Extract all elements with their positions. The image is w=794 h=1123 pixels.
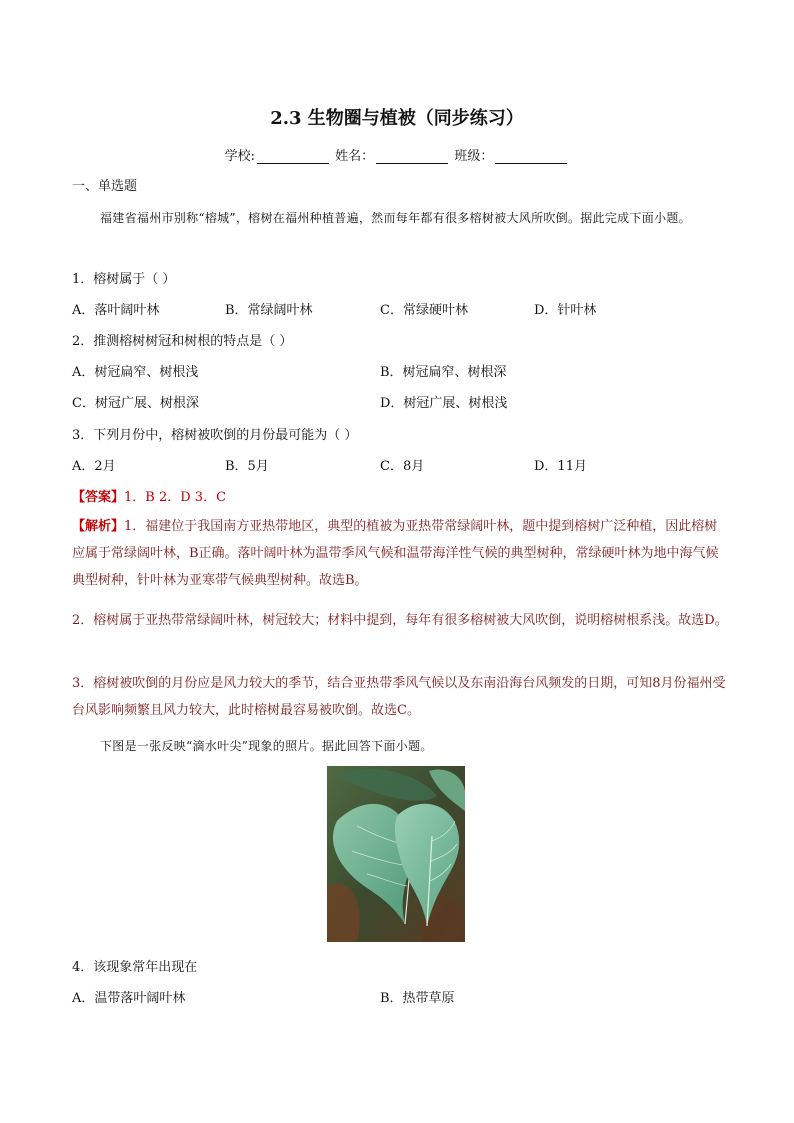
page-title: 2.3 生物圈与植被（同步练习） xyxy=(270,108,524,129)
question-2-option-a: A．树冠扁窄、树根浅 xyxy=(72,365,199,380)
drip-tip-leaf-photo xyxy=(327,766,465,942)
intro-passage-2: 下图是一张反映“滴水叶尖”现象的照片。据此回答下面小题。 xyxy=(100,739,433,753)
question-1-option-b: B．常绿阔叶林 xyxy=(225,303,313,318)
question-3-option-b: B．5月 xyxy=(225,459,269,474)
question-3-option-d: D．11月 xyxy=(534,459,587,474)
question-1-stem: 1．榕树属于（ ） xyxy=(72,272,176,287)
class-blank[interactable] xyxy=(495,149,567,164)
student-info-line xyxy=(0,145,794,164)
school-blank[interactable] xyxy=(257,149,329,164)
analysis-paragraph-2: 2．榕树属于亚热带常绿阔叶林，树冠较大；材料中提到，每年有很多榕树被大风吹倒，说明榕树根系浅。故选D。 xyxy=(72,613,728,628)
analysis-paragraph-1 xyxy=(72,513,728,594)
analysis-paragraph-3: 3．榕树被吹倒的月份应是风力较大的季节，结合亚热带季风气候以及东南沿海台风频发的日期，可知8月份福州受台风影响频繁且风力较大，此时榕树最容易被吹倒。故选C。 xyxy=(72,676,726,718)
question-2-option-b: B．树冠扁窄、树根深 xyxy=(380,365,507,380)
question-4-stem: 4．该现象常年出现在 xyxy=(72,960,198,975)
name-blank[interactable] xyxy=(376,149,448,164)
question-3-stem: 3．下列月份中，榕树被吹倒的月份最可能为（ ） xyxy=(72,428,358,443)
question-3-option-a: A．2月 xyxy=(72,459,116,474)
class-label: 班级： xyxy=(454,149,494,164)
analysis-text-1: 1．福建位于我国南方亚热带地区，典型的植被为亚热带常绿阔叶林，题中提到榕树广泛种植，因此榕树应属于常绿阔叶林，B正确。落叶阔叶林为温带季风气候和温带海洋性气候的典型树种，常绿硬叶林为地中海气候典型树种，针叶林为亚寒带气候典型树种。故选B。 xyxy=(72,519,719,588)
question-1-option-a: A．落叶阔叶林 xyxy=(72,303,160,318)
answer-label: 【答案】 xyxy=(72,490,125,505)
question-4-option-b: B．热带草原 xyxy=(380,991,455,1006)
analysis-label: 【解析】 xyxy=(72,519,125,534)
question-1-option-d: D．针叶林 xyxy=(534,303,597,318)
intro-passage-1: 福建省福州市别称“榕城”，榕树在福州种植普遍，然而每年都有很多榕树被大风所吹倒。据此完成下面小题。 xyxy=(100,211,691,225)
question-1-option-c: C．常绿硬叶林 xyxy=(380,303,468,318)
question-2-option-c: C．树冠广展、树根深 xyxy=(72,396,199,411)
name-label: 姓名： xyxy=(335,149,375,164)
question-2-stem: 2．推测榕树树冠和树根的特点是（ ） xyxy=(72,334,293,349)
question-4-option-a: A．温带落叶阔叶林 xyxy=(72,991,186,1006)
question-2-option-d: D．树冠广展、树根浅 xyxy=(380,396,508,411)
answer-text: 1．B 2．D 3．C xyxy=(124,490,227,505)
question-3-option-c: C．8月 xyxy=(380,459,425,474)
section-title: 一、单选题 xyxy=(72,179,138,194)
school-label: 学校: xyxy=(224,149,256,164)
answer-line xyxy=(72,486,226,505)
